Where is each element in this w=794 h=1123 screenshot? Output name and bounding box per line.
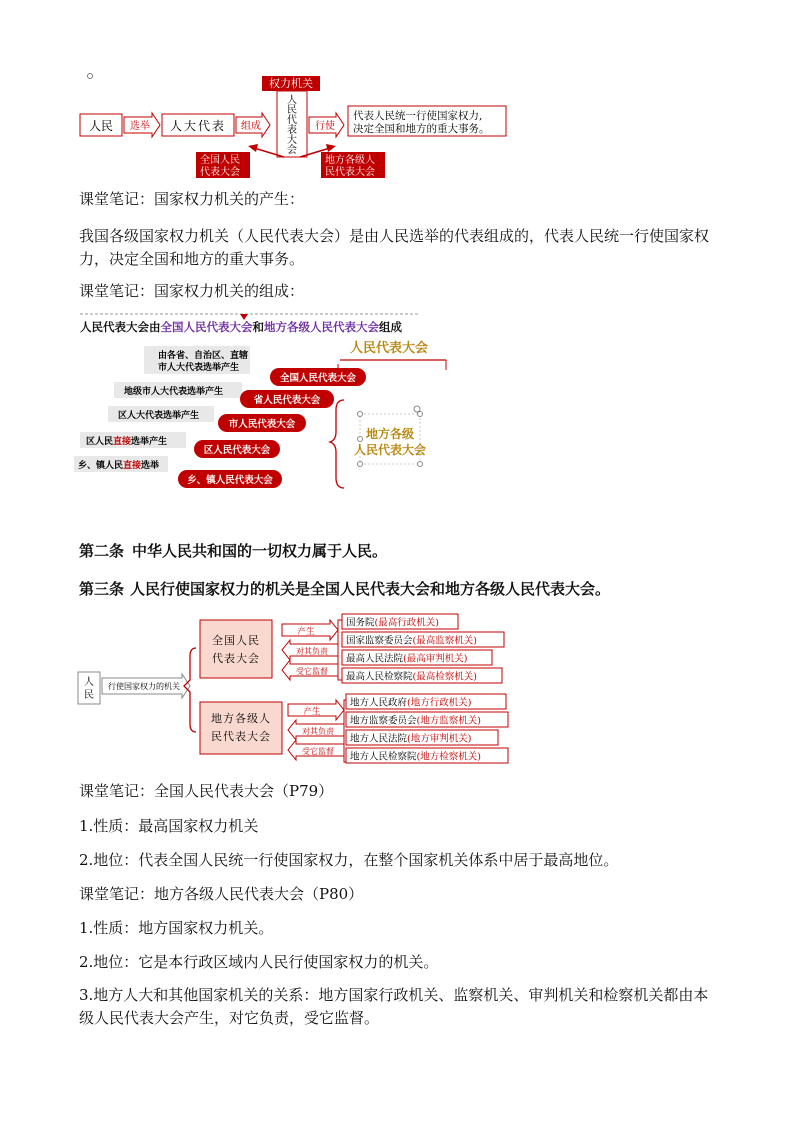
local-organ-label: 地方人民检察院(地方检察机关) [350, 751, 481, 763]
level5-label: 乡、镇人民代表大会 [187, 475, 273, 486]
article2-label: 第二条 [79, 542, 125, 560]
note-national-congress: 课堂笔记：全国人民代表大会（P79） [79, 782, 334, 800]
congress-char: 代 [287, 115, 297, 126]
responsible-label-local: 对其负责 [302, 727, 334, 736]
source5-label: 乡、镇人民直接选举 [78, 461, 160, 471]
function-line2: 决定全国和地方的重大事务。 [353, 123, 490, 135]
diagram-congress-composition [74, 308, 454, 494]
supervise-label-national: 受它监督 [296, 667, 328, 676]
local-congress-line2: 人民代表大会 [353, 443, 427, 457]
source1-line1: 由各省、自治区、直辖 [158, 351, 249, 361]
article2 [79, 540, 387, 562]
national-line2: 代表大会 [212, 652, 260, 665]
elect-label: 选举 [130, 121, 150, 132]
diagram-state-organs [76, 610, 516, 766]
national-organs-list [342, 614, 504, 683]
note-local-congress: 课堂笔记：地方各级人民代表大会（P80） [79, 885, 364, 903]
function-line1: 代表人民统一行使国家权力, [353, 110, 483, 122]
local-line1: 地方各级人 [211, 712, 271, 725]
exercise-label: 行使 [315, 121, 335, 132]
source1-line2: 市人大代表选举产生 [158, 363, 240, 373]
national-congress-box [200, 620, 272, 678]
compose-label: 组成 [241, 121, 261, 132]
source3-label: 区人大代表选举产生 [118, 411, 200, 421]
local-congress-line1: 地方各级 [365, 427, 415, 441]
article3-text: 人民行使国家权力的机关是全国人民代表大会和地方各级人民代表大会。 [130, 580, 611, 598]
item-local-status: 2.地位：它是本行政区域内人民行使国家权力的机关。 [79, 953, 439, 971]
national-line1: 全国人民 [212, 634, 260, 647]
source2-label: 地级市人大代表选举产生 [124, 387, 224, 397]
article3 [79, 578, 610, 600]
item-local-relations: 3.地方人大和其他国家机关的关系：地方国家行政机关、监察机关、审判机关和检察机关都由本级人民代表大会产生，对它负责，受它监督。 [79, 986, 709, 1027]
item-national-status: 2.地位：代表全国人民统一行使国家权力，在整个国家机关体系中居于最高地位。 [79, 851, 619, 869]
people-char1: 人 [84, 677, 94, 688]
responsible-label-national: 对其负责 [296, 647, 328, 656]
level4-label: 区人民代表大会 [203, 445, 271, 456]
national-organ-label: 最高人民检察院(最高检察机关) [346, 671, 477, 683]
supervise-label-local: 受它监督 [302, 747, 334, 756]
item-national-nature: 1.性质：最高国家权力机关 [79, 817, 259, 835]
diagram-power-organ-origin [74, 68, 514, 180]
congress-char: 人 [287, 95, 297, 106]
national-organ-label: 最高人民法院(最高审判机关) [346, 653, 468, 665]
handle-dot [88, 74, 93, 79]
congress-char: 表 [287, 125, 297, 136]
produce-label-local: 产生 [303, 707, 321, 717]
local-organs-list [346, 694, 508, 763]
national-line2: 代表大会 [200, 167, 240, 178]
level3-label: 市人民代表大会 [228, 419, 296, 430]
national-organ-label: 国务院(最高行政机关) [346, 617, 439, 629]
congress-char: 民 [287, 105, 297, 116]
exercise-label: 行使国家权力的机关 [108, 682, 180, 691]
article2-text: 中华人民共和国的一切权力属于人民。 [132, 542, 388, 560]
people-char2: 民 [84, 690, 94, 701]
note-power-composition: 课堂笔记：国家权力机关的组成： [79, 282, 305, 300]
national-organ-label: 国家监察委员会(最高监察机关) [346, 635, 477, 647]
local-congress-box [200, 702, 282, 754]
note-power-origin: 课堂笔记：国家权力机关的产生： [79, 190, 305, 208]
congress-char: 大 [287, 135, 297, 146]
produce-label-national: 产生 [297, 627, 315, 637]
congress-vertical-text [287, 93, 297, 156]
local-organ-label: 地方监察委员会(地方监察机关) [350, 715, 481, 727]
source4-label: 区人民直接选举产生 [86, 437, 168, 447]
local-line2: 民代表大会 [325, 167, 375, 178]
congress-char: 会 [287, 145, 297, 156]
paragraph-power-origin: 我国各级国家权力机关（人民代表大会）是由人民选举的代表组成的，代表人民统一行使国家权力，决定全国和地方的重大事务。 [79, 227, 710, 268]
level2-label: 省人民代表大会 [253, 395, 321, 406]
people-label: 人民 [88, 119, 114, 133]
local-line2: 民代表大会 [211, 730, 271, 743]
item-local-nature: 1.性质：地方国家权力机关。 [79, 919, 274, 937]
article3-label: 第三条 [79, 580, 125, 598]
diagram2-heading: 人民代表大会由全国人民代表大会和地方各级人民代表大会组成 [80, 320, 402, 334]
national-line1: 全国人民 [200, 155, 240, 166]
local-organ-label: 地方人民政府(地方行政机关) [350, 697, 472, 709]
local-line1: 地方各级人 [325, 155, 375, 166]
top-label: 人民代表大会 [350, 341, 429, 356]
level1-label: 全国人民代表大会 [279, 373, 357, 384]
local-organ-label: 地方人民法院(地方审判机关) [350, 733, 472, 745]
authority-tag-label: 权力机关 [269, 77, 313, 90]
delegates-label: 人大代表 [169, 119, 227, 133]
